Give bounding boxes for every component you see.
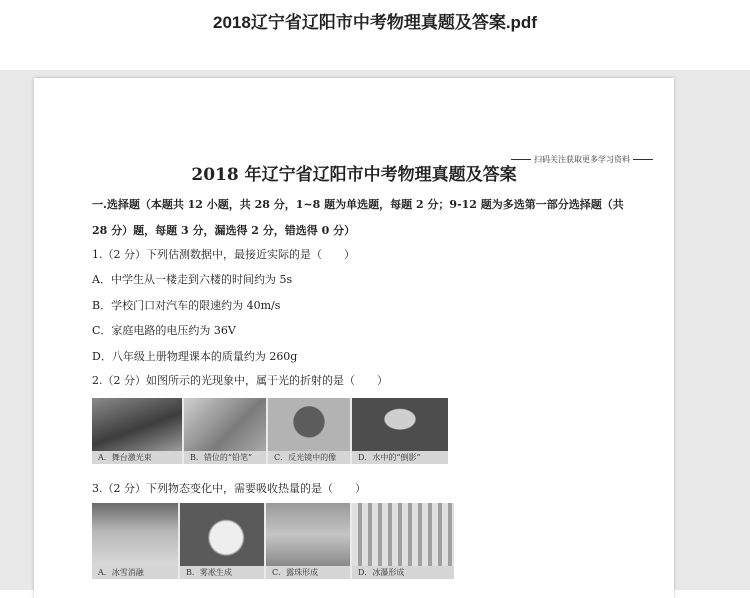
photo-caption: B．错位的“铅笔” — [184, 451, 266, 464]
photo-stage-laser — [92, 398, 184, 464]
photo-caption: B．雾凇生成 — [180, 566, 264, 579]
photo-caption: C．反光镜中的像 — [268, 451, 350, 464]
question-2-stem: 2.（2 分）如图所示的光现象中，属于光的折射的是（ ） — [92, 374, 388, 387]
photo-reflection — [352, 398, 448, 464]
document-page — [34, 78, 674, 598]
file-title: 2018辽宁省辽阳市中考物理真题及答案.pdf — [213, 13, 537, 32]
question-3-figure — [92, 503, 454, 579]
photo-mirror-image — [268, 398, 352, 464]
photo-caption: C．露珠形成 — [266, 566, 350, 579]
viewer-header — [0, 0, 750, 70]
photo-frozen-waterfall — [352, 503, 454, 579]
photo-bent-pencil — [184, 398, 268, 464]
section-header-line-2: 28 分）题，每题 3 分，漏选得 2 分，错选得 0 分） — [92, 224, 356, 237]
photo-caption: A．冰雪消融 — [92, 566, 178, 579]
question-1-stem: 1.（2 分）下列估测数据中，最接近实际的是（ ） — [92, 248, 355, 261]
photo-caption: D．水中的“倒影” — [352, 451, 448, 464]
photo-ice-melting — [92, 503, 180, 579]
question-2-figure — [92, 398, 448, 464]
question-1-option-c: C．家庭电路的电压约为 36V — [92, 324, 236, 337]
photo-caption: A．舞台激光束 — [92, 451, 182, 464]
photo-rime-forming — [180, 503, 266, 579]
question-1-option-b: B．学校门口对汽车的限速约为 40m/s — [92, 299, 281, 312]
scan-note-text: 扫码关注获取更多学习资料 — [534, 155, 630, 164]
photo-dew-forming — [266, 503, 352, 579]
photo-caption: D．冰瀑形成 — [352, 566, 454, 579]
question-3-stem: 3.（2 分）下列物态变化中，需要吸收热量的是（ ） — [92, 482, 366, 495]
paper-title: 2018 年辽宁省辽阳市中考物理真题及答案 — [191, 165, 517, 185]
question-1-option-a: A．中学生从一楼走到六楼的时间约为 5s — [92, 273, 293, 286]
section-header-line-1: 一.选择题（本题共 12 小题，共 28 分，1~8 题为单选题，每题 2 分；9-12 题为多选第一部分选择题（共 — [92, 198, 624, 211]
question-1-option-d: D．八年级上册物理课本的质量约为 260g — [92, 350, 298, 363]
